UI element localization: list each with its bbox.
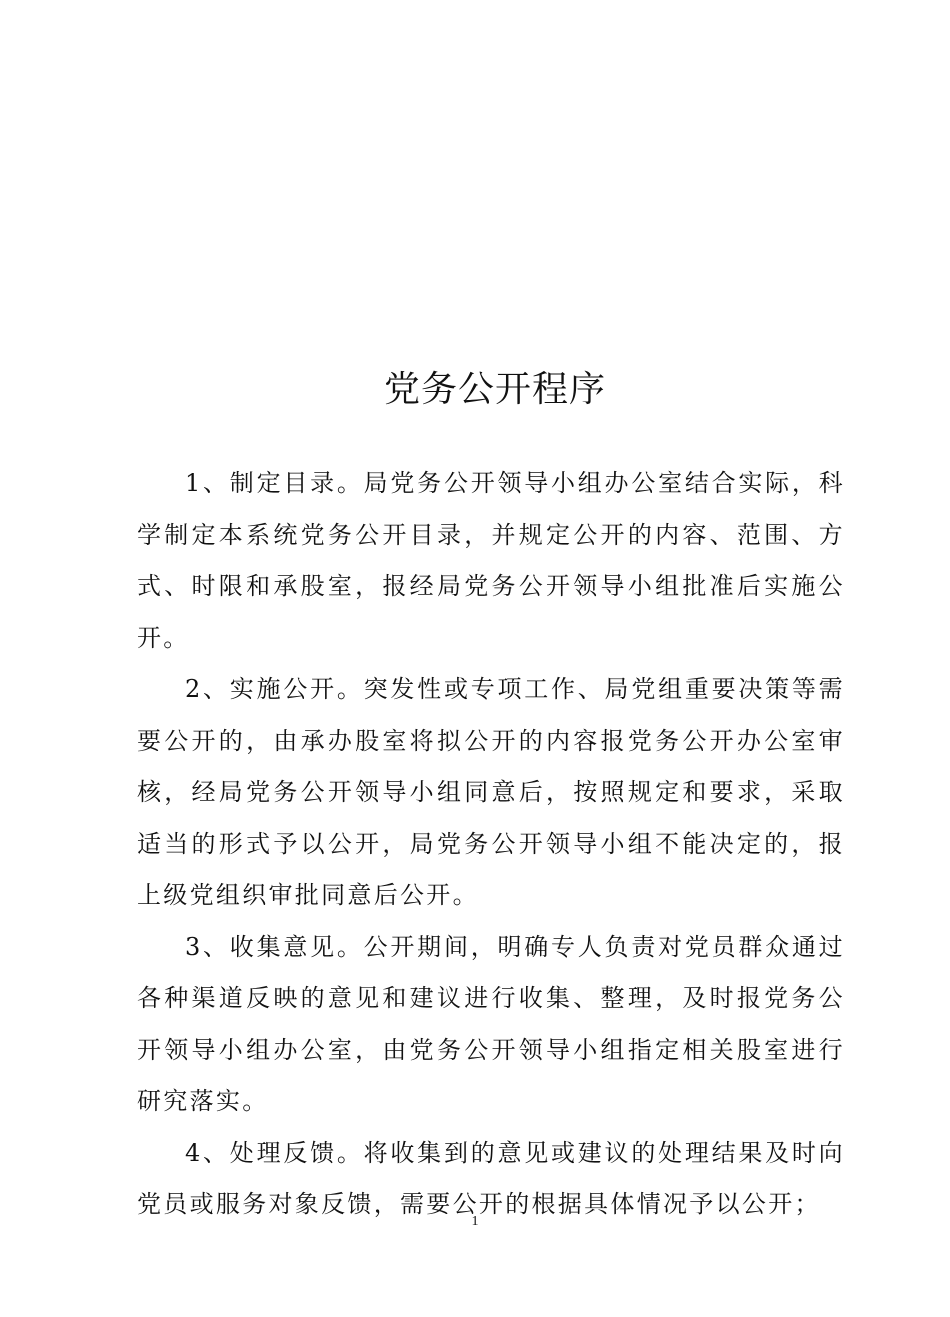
paragraph-3: 3、收集意见。公开期间，明确专人负责对党员群众通过各种渠道反映的意见和建议进行收集、整理，及时报党务公开领导小组办公室，由党务公开领导小组指定相关股室进行研究落实。: [137, 932, 845, 1115]
paragraph-2: 2、实施公开。突发性或专项工作、局党组重要决策等需要公开的，由承办股室将拟公开的内容报党务公开办公室审核，经局党务公开领导小组同意后，按照规定和要求，采取适当的形式予以公开，局党务公开领导小组不能决定的，报上级党组织审批同意后公开。: [137, 675, 845, 909]
paragraph-4: 4、处理反馈。将收集到的意见或建议的处理结果及时向党员或服务对象反馈，需要公开的根据具体情况予以公开；: [137, 1138, 845, 1218]
document-body: [137, 458, 845, 1231]
page-number: 1: [471, 1214, 479, 1229]
document-title: 党务公开程序: [383, 369, 606, 410]
paragraph-1: 1、制定目录。局党务公开领导小组办公室结合实际，科学制定本系统党务公开目录，并规定公开的内容、范围、方式、时限和承股室，报经局党务公开领导小组批准后实施公开。: [137, 469, 845, 652]
